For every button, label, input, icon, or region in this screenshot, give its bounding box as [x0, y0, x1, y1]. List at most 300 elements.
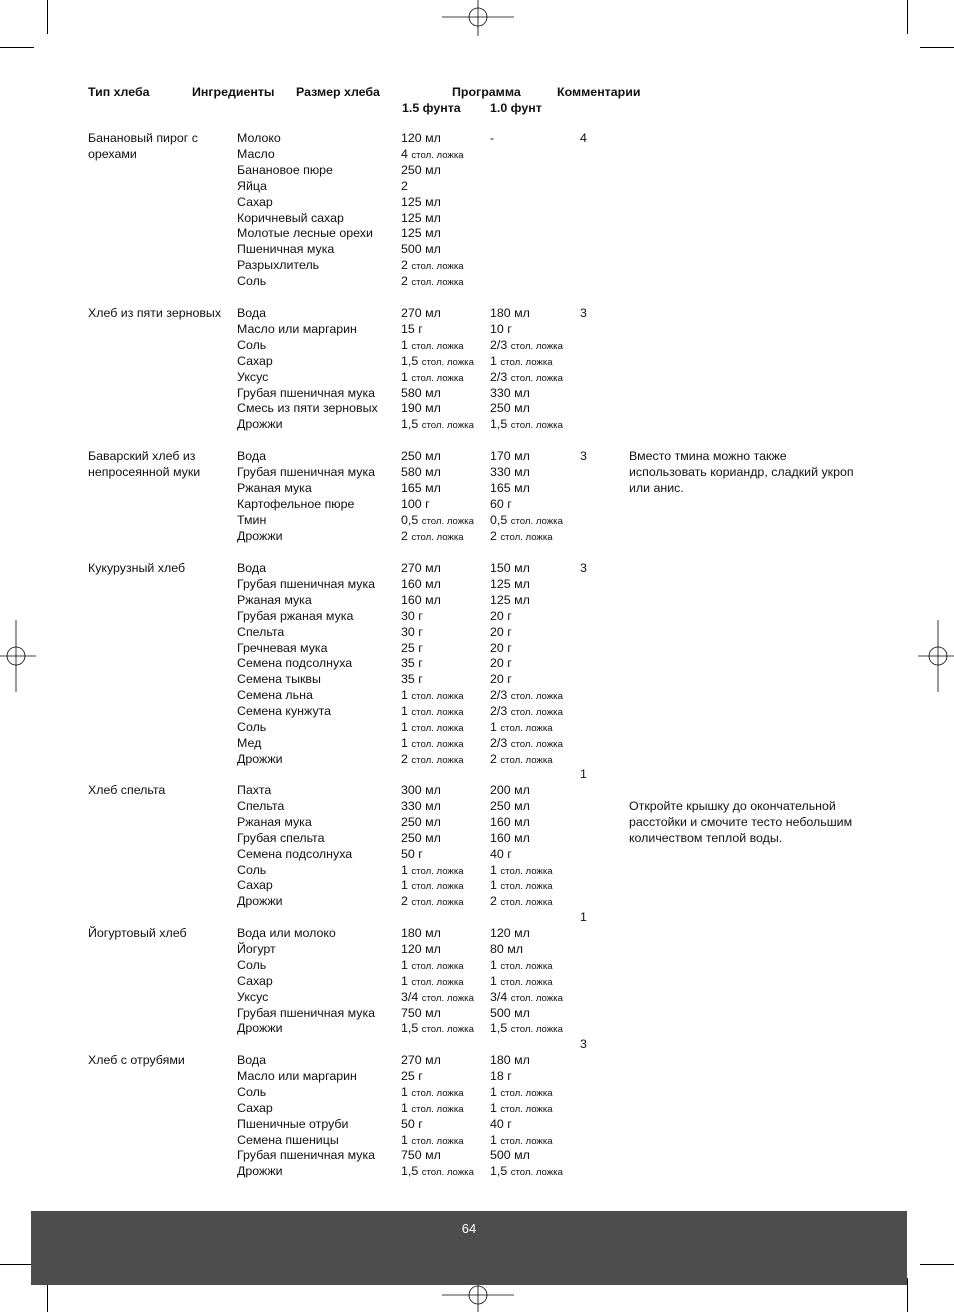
amount-unit: стол. ложка [411, 1087, 464, 1099]
amount-1-5 [401, 321, 423, 337]
amount-unit: стол. ложка [411, 340, 464, 352]
ingredient-name: Грубая пшеничная мука [237, 1005, 376, 1020]
amount-value: 1,5 [401, 1164, 419, 1179]
amount-value: 160 мл [490, 830, 530, 845]
amount-1-0 [490, 735, 563, 751]
amount-1-0 [490, 624, 512, 640]
ingredient-name: Вода [237, 1053, 267, 1067]
amount-value: - [490, 131, 495, 145]
ingredient-name: Соль [237, 1084, 267, 1099]
ingredient-name: Вода [237, 449, 267, 463]
amount-value: 750 мл [401, 1005, 441, 1020]
amount-unit: стол. ложка [510, 707, 563, 719]
ingredient-name: Пшеничная мука [237, 242, 335, 257]
amount-value: 125 мл [490, 576, 530, 591]
comment-text: Вместо тмина можно также использовать кориандр, сладкий укроп или анис. [629, 449, 854, 495]
amount-1-5 [401, 608, 423, 624]
amount-1-5 [401, 1005, 441, 1021]
amount-value: 125 мл [401, 194, 441, 209]
amount-value: 270 мл [401, 1053, 441, 1067]
amount-unit: стол. ложка [411, 738, 464, 750]
amount-value: 165 мл [490, 480, 530, 495]
ingredient-name: Сахар [237, 878, 273, 893]
ingredient-name: Соль [237, 957, 267, 972]
amount-value: 1 [490, 353, 497, 368]
amount-unit: стол. ложка [421, 356, 474, 368]
ingredient-name: Соль [237, 274, 267, 289]
amount-value: 1 [401, 862, 408, 877]
amount-value: 40 г [490, 846, 512, 861]
amount-1-0 [490, 385, 530, 401]
amount-1-0 [490, 321, 512, 337]
amount-value: 125 мл [401, 210, 441, 225]
ingredient-name: Грубая пшеничная мука [237, 385, 376, 400]
amount-value: 170 мл [490, 449, 530, 463]
amount-1-5 [401, 1068, 423, 1084]
amount-unit: стол. ложка [411, 723, 464, 734]
amount-value: 250 мл [401, 449, 441, 463]
amount-value: 120 мл [490, 926, 530, 940]
amount-unit: стол. ложка [411, 261, 464, 273]
amount-value: 2 [401, 751, 408, 766]
registration-mark-right [918, 620, 954, 692]
amount-value: 25 г [401, 1068, 423, 1083]
amount-value: 1,5 [490, 1021, 508, 1036]
ingredient-name: Семена подсолнуха [237, 656, 353, 671]
amount-value: 180 мл [490, 306, 530, 320]
amount-1-5 [401, 751, 464, 767]
amount-1-0 [490, 671, 512, 687]
amount-value: 40 г [490, 1116, 512, 1131]
amount-1-5 [401, 782, 441, 798]
ingredient-name: Спельта [237, 798, 285, 813]
amount-value: 2 [490, 894, 497, 909]
amount-value: 1 [401, 369, 408, 384]
ingredient-name: Дрожжи [237, 417, 283, 432]
ingredient-name: Грубая ржаная мука [237, 608, 354, 623]
amount-unit: стол. ложка [411, 149, 464, 161]
crop-mark [907, 0, 908, 34]
amount-1-5 [401, 1020, 474, 1036]
crop-mark [0, 47, 34, 48]
ingredient-name: Йогурт [237, 941, 276, 956]
amount-value: 500 мл [401, 242, 441, 257]
ingredient-name: Сахар [237, 1100, 273, 1115]
amount-value: 160 мл [401, 576, 441, 591]
amount-1-5 [401, 671, 423, 687]
amount-1-5 [401, 416, 474, 432]
amount-1-0 [490, 1005, 530, 1021]
amount-1-5 [401, 925, 441, 941]
amount-value: 2 [490, 528, 497, 543]
amount-1-5 [401, 735, 464, 751]
amount-unit: стол. ложка [510, 372, 563, 384]
bread-type-name: Банановый пирог с орехами [88, 131, 198, 161]
amount-unit: стол. ложка [421, 420, 474, 432]
amount-1-5 [401, 210, 441, 226]
amount-value: 500 мл [490, 1005, 530, 1020]
amount-value: 1 [401, 957, 408, 972]
ingredient-name: Спельта [237, 624, 285, 639]
amount-value: 1 [490, 957, 497, 972]
amount-1-0 [490, 655, 512, 671]
page-footer [31, 1211, 907, 1285]
amount-1-5 [401, 385, 441, 401]
amount-value: 180 мл [401, 926, 441, 940]
amount-value: 120 мл [401, 131, 441, 145]
amount-value: 165 мл [401, 480, 441, 495]
amount-1-5 [401, 1084, 464, 1100]
amount-unit: стол. ложка [500, 897, 553, 909]
amount-1-0 [490, 1068, 512, 1084]
amount-1-0 [490, 496, 512, 512]
ingredient-name: Вода [237, 561, 267, 575]
amount-1-5 [401, 528, 464, 544]
amount-1-0 [490, 640, 512, 656]
amount-1-5 [401, 225, 441, 241]
amount-value: 60 г [490, 496, 512, 511]
crop-mark [47, 0, 48, 34]
header-ingredients: Ингредиенты [192, 85, 275, 99]
amount-value: 330 мл [490, 464, 530, 479]
amount-value: 0,5 [401, 512, 419, 527]
ingredient-name: Дрожжи [237, 1021, 283, 1036]
amount-1-5 [401, 369, 464, 385]
amount-value: 125 мл [490, 592, 530, 607]
amount-unit: стол. ложка [411, 897, 464, 909]
amount-1-0 [490, 576, 530, 592]
amount-value: 1 [490, 862, 497, 877]
ingredient-name: Молоко [237, 131, 281, 145]
amount-value: 120 мл [401, 941, 441, 956]
amount-value: 2/3 [490, 704, 508, 719]
amount-value: 125 мл [401, 226, 441, 241]
program-number: 3 [580, 306, 587, 320]
amount-value: 330 мл [401, 798, 441, 813]
crop-mark [907, 1278, 908, 1312]
bread-type-name: Кукурузный хлеб [88, 561, 186, 575]
amount-unit: стол. ложка [500, 976, 553, 988]
ingredient-name: Дрожжи [237, 1164, 283, 1179]
ingredient-name: Семена кунжута [237, 704, 332, 719]
amount-1-0 [490, 1084, 553, 1100]
ingredient-name: Ржаная мука [237, 480, 312, 495]
amount-1-5 [401, 353, 474, 369]
ingredient-name: Коричневый сахар [237, 210, 344, 225]
crop-mark [0, 1264, 34, 1265]
ingredient-name: Масло или маргарин [237, 1068, 357, 1083]
amount-value: 2 [490, 751, 497, 766]
page-number: 64 [461, 1221, 477, 1236]
amount-1-5 [401, 655, 423, 671]
amount-1-0 [490, 782, 530, 798]
registration-mark-left [0, 620, 36, 692]
bread-type-name: Хлеб спельта [88, 783, 166, 797]
amount-unit: стол. ложка [411, 372, 464, 384]
amount-1-5 [401, 687, 464, 703]
program-number: 1 [580, 767, 587, 781]
amount-1-0 [490, 941, 523, 957]
ingredient-name: Тмин [237, 512, 267, 527]
amount-value: 25 г [401, 640, 423, 655]
amount-value: 250 мл [401, 162, 441, 177]
ingredient-name: Грубая пшеничная мука [237, 1148, 376, 1163]
amount-value: 160 мл [490, 814, 530, 829]
program-number: 1 [580, 910, 587, 924]
ingredient-name: Вода или молоко [237, 926, 336, 940]
amount-1-5 [401, 496, 430, 512]
amount-value: 270 мл [401, 561, 441, 575]
amount-value: 1 [490, 720, 497, 734]
amount-1-0 [490, 973, 553, 989]
amount-unit: стол. ложка [510, 340, 563, 352]
amount-1-0 [490, 1163, 563, 1179]
amount-1-0 [490, 1100, 553, 1116]
ingredient-name: Уксус [237, 989, 269, 1004]
amount-unit: стол. ложка [411, 1135, 464, 1147]
amount-1-5 [401, 877, 464, 893]
amount-1-5 [401, 480, 441, 496]
amount-value: 1,5 [490, 417, 508, 432]
amount-value: 330 мл [490, 385, 530, 400]
amount-1-5 [401, 178, 408, 194]
amount-value: 1 [401, 1100, 408, 1115]
amount-value: 0,5 [490, 512, 508, 527]
ingredient-name: Молотые лесные орехи [237, 226, 373, 241]
amount-1-0 [490, 369, 563, 385]
amount-1-5 [401, 560, 441, 576]
ingredient-name: Семена льна [237, 688, 313, 703]
ingredient-name: Масло или маргарин [237, 321, 357, 336]
ingredient-name: Ржаная мука [237, 592, 312, 607]
amount-1-5 [401, 973, 464, 989]
amount-value: 1,5 [490, 1164, 508, 1179]
amount-1-5 [401, 640, 423, 656]
amount-value: 580 мл [401, 385, 441, 400]
ingredient-name: Соль [237, 862, 267, 877]
ingredient-name: Банановое пюре [237, 162, 333, 177]
amount-value: 1,5 [401, 417, 419, 432]
amount-value: 190 мл [401, 401, 441, 416]
amount-unit: стол. ложка [500, 881, 553, 893]
amount-value: 80 мл [490, 941, 523, 956]
bread-type-name: Баварский хлеб из непросеянной муки [88, 449, 201, 479]
amount-unit: стол. ложка [510, 1024, 563, 1036]
amount-1-5 [401, 1052, 441, 1068]
crop-mark [920, 1264, 954, 1265]
amount-value: 2 [401, 528, 408, 543]
amount-1-5 [401, 814, 441, 830]
amount-value: 1 [401, 1084, 408, 1099]
amount-1-5 [401, 798, 441, 814]
amount-value: 20 г [490, 608, 512, 623]
amount-1-0 [490, 957, 553, 973]
ingredient-name: Гречневая мука [237, 640, 328, 655]
amount-value: 2 [401, 178, 408, 193]
ingredient-name: Семена тыквы [237, 672, 321, 687]
amount-value: 500 мл [490, 1148, 530, 1163]
amount-1-0 [490, 893, 553, 909]
ingredient-name: Вода [237, 306, 267, 320]
amount-value: 1 [490, 878, 497, 893]
amount-1-5 [401, 703, 464, 719]
amount-1-5 [401, 257, 464, 273]
amount-1-5 [401, 1100, 464, 1116]
amount-value: 150 мл [490, 561, 530, 575]
amount-1-0 [490, 353, 553, 369]
amount-1-0 [490, 703, 563, 719]
amount-1-0 [490, 687, 563, 703]
amount-1-0 [490, 1132, 553, 1148]
amount-value: 15 г [401, 321, 423, 336]
amount-value: 20 г [490, 624, 512, 639]
amount-unit: стол. ложка [500, 1135, 553, 1147]
amount-value: 1 [401, 688, 408, 703]
amount-value: 10 г [490, 321, 512, 336]
amount-value: 50 г [401, 1116, 423, 1131]
amount-value: 2/3 [490, 337, 508, 352]
amount-1-0 [490, 528, 553, 544]
ingredient-name: Картофельное пюре [237, 496, 355, 511]
program-number: 3 [580, 1037, 587, 1051]
amount-value: 18 г [490, 1068, 512, 1083]
amount-1-0 [490, 464, 530, 480]
amount-unit: стол. ложка [500, 356, 553, 368]
amount-1-5 [401, 130, 441, 146]
amount-1-5 [401, 941, 441, 957]
amount-1-5 [401, 592, 441, 608]
amount-value: 250 мл [490, 401, 530, 416]
amount-1-5 [401, 957, 464, 973]
amount-value: 30 г [401, 624, 423, 639]
amount-1-5 [401, 719, 464, 735]
amount-value: 30 г [401, 608, 423, 623]
amount-value: 4 [401, 146, 408, 161]
program-number: 3 [580, 449, 587, 463]
amount-value: 50 г [401, 846, 423, 861]
amount-1-5 [401, 305, 441, 321]
amount-1-5 [401, 337, 464, 353]
amount-value: 1,5 [401, 1021, 419, 1036]
amount-value: 20 г [490, 640, 512, 655]
amount-unit: стол. ложка [500, 531, 553, 543]
amount-1-5 [401, 624, 423, 640]
ingredient-name: Грубая пшеничная мука [237, 464, 376, 479]
ingredient-name: Пахта [237, 783, 272, 797]
amount-value: 250 мл [490, 798, 530, 813]
amount-value: 20 г [490, 656, 512, 671]
amount-unit: стол. ложка [510, 1167, 563, 1179]
amount-unit: стол. ложка [510, 515, 563, 527]
amount-value: 2 [401, 894, 408, 909]
amount-unit: стол. ложка [421, 1024, 474, 1036]
amount-value: 300 мл [401, 783, 441, 797]
ingredient-name: Сахар [237, 353, 273, 368]
ingredient-name: Грубая пшеничная мука [237, 576, 376, 591]
amount-unit: стол. ложка [411, 754, 464, 766]
ingredient-name: Дрожжи [237, 528, 283, 543]
amount-1-5 [401, 846, 423, 862]
amount-value: 250 мл [401, 830, 441, 845]
amount-unit: стол. ложка [500, 1103, 553, 1115]
amount-value: 1 [490, 1100, 497, 1115]
amount-value: 1 [401, 878, 408, 893]
amount-1-0 [490, 751, 553, 767]
comment-text: Откройте крышку до окончательной расстойки и смочите тесто небольшим количеством теплой воды. [629, 798, 853, 845]
amount-value: 1 [490, 973, 497, 988]
amount-value: 2 [401, 274, 408, 289]
bread-type-name: Хлеб из пяти зерновых [88, 306, 222, 320]
amount-unit: стол. ложка [421, 992, 474, 1004]
ingredient-name: Мед [237, 735, 262, 750]
amount-1-0 [490, 846, 512, 862]
ingredient-name: Сахар [237, 973, 273, 988]
amount-unit: стол. ложка [500, 1087, 553, 1099]
amount-1-0 [490, 512, 563, 528]
amount-value: 580 мл [401, 464, 441, 479]
amount-1-5 [401, 830, 441, 846]
amount-value: 750 мл [401, 1148, 441, 1163]
amount-value: 2 [401, 258, 408, 273]
amount-value: 1 [401, 735, 408, 750]
amount-unit: стол. ложка [500, 754, 553, 766]
registration-mark-top [442, 0, 514, 36]
amount-unit: стол. ложка [500, 865, 553, 877]
amount-1-0 [490, 480, 530, 496]
amount-value: 1 [401, 720, 408, 734]
amount-unit: стол. ложка [411, 691, 464, 703]
amount-value: 100 г [401, 496, 430, 511]
program-number: 4 [580, 131, 587, 145]
header-bread-size: Размер хлеба [296, 85, 380, 99]
amount-1-5 [401, 512, 474, 528]
amount-unit: стол. ложка [500, 723, 553, 734]
amount-1-5 [401, 273, 464, 289]
amount-1-0 [490, 416, 563, 432]
ingredient-name: Соль [237, 720, 267, 734]
amount-unit: стол. ложка [411, 960, 464, 972]
amount-1-5 [401, 576, 441, 592]
header-size-1-0-lb: 1.0 фунт [490, 101, 542, 115]
amount-1-5 [401, 448, 441, 464]
amount-value: 1 [401, 704, 408, 719]
amount-unit: стол. ложка [421, 1167, 474, 1179]
amount-unit: стол. ложка [510, 420, 563, 432]
amount-1-5 [401, 893, 464, 909]
ingredient-name: Смесь из пяти зерновых [237, 401, 378, 416]
ingredient-name: Уксус [237, 369, 269, 384]
amount-1-0 [490, 1052, 530, 1068]
amount-1-5 [401, 464, 441, 480]
ingredient-name: Семена пшеницы [237, 1132, 339, 1147]
amount-1-0 [490, 1116, 512, 1132]
amount-value: 250 мл [401, 814, 441, 829]
amount-1-0 [490, 400, 530, 416]
bread-type-name: Йогуртовый хлеб [88, 926, 187, 940]
amount-1-5 [401, 146, 464, 162]
amount-1-0 [490, 608, 512, 624]
ingredient-name: Ржаная мука [237, 814, 312, 829]
amount-1-0 [490, 1147, 530, 1163]
ingredient-name: Пшеничные отруби [237, 1116, 349, 1131]
amount-value: 1 [401, 1132, 408, 1147]
amount-1-0 [490, 130, 494, 146]
amount-value: 3/4 [490, 989, 508, 1004]
amount-unit: стол. ложка [411, 881, 464, 893]
amount-value: 3/4 [401, 989, 419, 1004]
amount-1-5 [401, 1116, 423, 1132]
ingredient-name: Сахар [237, 194, 273, 209]
